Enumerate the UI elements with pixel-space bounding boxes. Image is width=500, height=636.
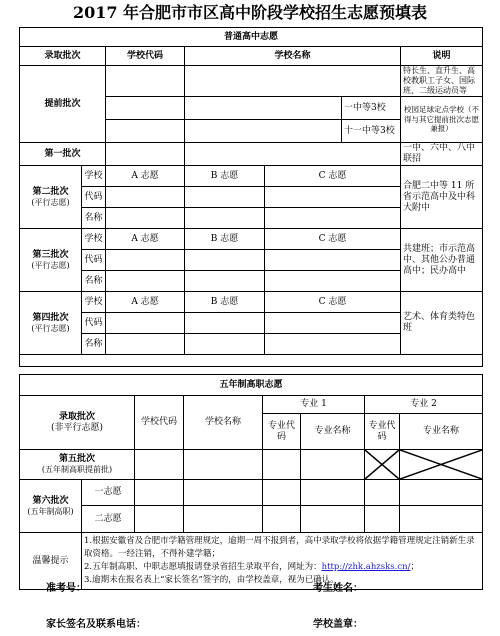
fourth-batch-cell	[20, 292, 82, 355]
hint-content	[82, 533, 483, 590]
wish-c-label: C 志愿	[265, 292, 401, 313]
voc-batch-label: 录取批次	[58, 411, 95, 422]
sixth-wish2-label: 二志愿	[82, 506, 135, 533]
fourth-batch-sub: (平行志愿)	[31, 323, 70, 333]
header-note: 说明	[401, 47, 483, 66]
advance-sub-1: 一中等3校	[342, 97, 401, 120]
school-seal-label: 学校盖章：	[313, 619, 363, 630]
major1-name-header: 专业名称	[301, 414, 365, 450]
wish-b-label: B 志愿	[185, 229, 265, 250]
row-label-code: 代码	[82, 187, 106, 208]
spacer-row	[20, 355, 483, 367]
crossed-cell	[400, 450, 483, 480]
parent-signature-label: 家长签名及联系电话：	[46, 619, 146, 630]
platform-link[interactable]: http://zhk.ahzsks.cn/	[321, 562, 411, 572]
fourth-batch-label: 第四批次	[32, 312, 69, 323]
sixth-wish1-label: 一志愿	[82, 480, 135, 506]
sixth-w1-m1name[interactable]	[301, 480, 365, 506]
second-c-name[interactable]	[265, 208, 401, 229]
fifth-major1-code[interactable]	[263, 450, 301, 480]
third-a-code[interactable]	[106, 250, 185, 271]
advance-code-3[interactable]	[106, 120, 185, 143]
advance-code-2[interactable]	[106, 97, 185, 120]
major1-header: 专业 1	[263, 396, 365, 414]
hint-line-1: 1.根据安徽省及合肥市学籍管理规定，逾期一周不报到者，高中录取学校将依据学籍管理规定注销新生录取资格。一经注销，不得补建学籍；	[84, 536, 475, 559]
sixth-w2-name[interactable]	[184, 506, 263, 533]
sixth-w2-m1code[interactable]	[263, 506, 301, 533]
row-label-name: 名称	[82, 208, 106, 229]
wish-a-label: A 志愿	[106, 229, 185, 250]
wish-c-label: C 志愿	[265, 166, 401, 187]
voc-school-code-header: 学校代码	[135, 396, 184, 450]
header-school-code: 学校代码	[106, 47, 185, 66]
voc-batch-sub: (非平行志愿)	[50, 422, 104, 433]
fourth-a-name[interactable]	[106, 334, 185, 355]
fourth-c-code[interactable]	[265, 313, 401, 334]
fifth-school-name[interactable]	[184, 450, 263, 480]
football-school-note: 校园足球定点学校（不得与其它提前批次志愿兼报）	[401, 97, 483, 143]
second-a-code[interactable]	[106, 187, 185, 208]
row-label-school: 学校	[82, 229, 106, 250]
fifth-batch-label: 第五批次	[58, 454, 95, 464]
section-heading-vocational: 五年制高职志愿	[20, 375, 483, 396]
first-code[interactable]	[106, 143, 185, 166]
major2-name-header: 专业名称	[400, 414, 483, 450]
row-label-school: 学校	[82, 292, 106, 313]
header-batch: 录取批次	[20, 47, 106, 66]
sixth-w2-m2name[interactable]	[400, 506, 483, 533]
first-batch-label: 第一批次	[20, 143, 106, 166]
sixth-w1-m2name[interactable]	[400, 480, 483, 506]
third-batch-cell	[20, 229, 82, 292]
sixth-batch-label: 第六批次	[32, 495, 69, 506]
section-heading-general: 普通高中志愿	[20, 28, 483, 47]
fourth-b-code[interactable]	[185, 313, 265, 334]
fourth-c-name[interactable]	[265, 334, 401, 355]
advance-name-2[interactable]	[185, 97, 342, 120]
second-b-code[interactable]	[185, 187, 265, 208]
wish-b-label: B 志愿	[185, 292, 265, 313]
row-label-school: 学校	[82, 166, 106, 187]
hint-line-2-prefix: 2.五年制高职、中职志愿填报请登录省招生录取平台，网址为：	[84, 562, 322, 572]
second-b-name[interactable]	[185, 208, 265, 229]
major2-code-header: 专业代码	[365, 414, 400, 450]
second-c-code[interactable]	[265, 187, 401, 208]
third-c-code[interactable]	[265, 250, 401, 271]
fourth-b-name[interactable]	[185, 334, 265, 355]
third-c-name[interactable]	[265, 271, 401, 292]
advance-name-3[interactable]	[185, 120, 342, 143]
sixth-w1-m2code[interactable]	[365, 480, 400, 506]
sixth-batch-sub: (五年制高职)	[27, 506, 74, 516]
second-batch-note: 合肥二中等 11 所省示范高中及中科大附中	[401, 166, 483, 229]
row-label-code: 代码	[82, 313, 106, 334]
wish-a-label: A 志愿	[106, 292, 185, 313]
fourth-batch-note: 艺术、体育类特色班	[401, 292, 483, 355]
page-title: 2017 年合肥市市区高中阶段学校招生志愿预填表	[72, 3, 428, 22]
second-a-name[interactable]	[106, 208, 185, 229]
sixth-w1-code[interactable]	[135, 480, 184, 506]
second-batch-label: 第二批次	[32, 186, 69, 197]
second-batch-sub: (平行志愿)	[31, 197, 70, 207]
hint-line-2	[84, 561, 480, 574]
sixth-batch-cell	[20, 480, 82, 533]
fifth-batch-sub: (五年制高职提前批)	[41, 465, 113, 474]
sixth-w2-m2code[interactable]	[365, 506, 400, 533]
voc-school-name-header: 学校名称	[184, 396, 263, 450]
hint-label: 温馨提示	[20, 533, 82, 590]
header-school-name: 学校名称	[185, 47, 401, 66]
advance-code-1[interactable]	[106, 66, 185, 97]
sixth-w2-m1name[interactable]	[301, 506, 365, 533]
first-batch-note: 一中、六中、八中联招	[401, 143, 483, 166]
general-highschool-table	[19, 27, 483, 367]
student-name-label: 考生姓名：	[313, 583, 363, 594]
third-b-name[interactable]	[185, 271, 265, 292]
first-name[interactable]	[185, 143, 401, 166]
major1-code-header: 专业代码	[263, 414, 301, 450]
second-batch-cell	[20, 166, 82, 229]
row-label-name: 名称	[82, 271, 106, 292]
wish-c-label: C 志愿	[265, 229, 401, 250]
fifth-school-code[interactable]	[135, 450, 184, 480]
row-label-name: 名称	[82, 334, 106, 355]
vocational-table	[19, 374, 483, 590]
fifth-batch-cell	[20, 450, 135, 480]
advance-note: 特长生、直升生、高校教职工子女、国际班、二级运动员等	[401, 66, 483, 97]
third-batch-note: 共建班；市示范高中、其他公办普通高中；民办高中	[401, 229, 483, 292]
advance-sub-2: 十一中等3校	[342, 120, 401, 143]
crossed-cell	[365, 450, 400, 480]
wish-a-label: A 志愿	[106, 166, 185, 187]
third-batch-sub: (平行志愿)	[31, 260, 70, 270]
voc-batch-cell	[20, 396, 135, 450]
fifth-major1-name[interactable]	[301, 450, 365, 480]
third-batch-label: 第三批次	[32, 249, 69, 260]
third-a-name[interactable]	[106, 271, 185, 292]
sixth-w2-code[interactable]	[135, 506, 184, 533]
exam-number-label: 准考号：	[46, 583, 86, 594]
advance-batch-label: 提前批次	[20, 66, 106, 143]
fourth-a-code[interactable]	[106, 313, 185, 334]
row-label-code: 代码	[82, 250, 106, 271]
sixth-w1-name[interactable]	[184, 480, 263, 506]
advance-name-1[interactable]	[185, 66, 401, 97]
sixth-w1-m1code[interactable]	[263, 480, 301, 506]
third-b-code[interactable]	[185, 250, 265, 271]
major2-header: 专业 2	[365, 396, 483, 414]
hint-line-3: 3.逾期未在报名表上“家长签名”签字的，由学校盖章，视为已确认。	[84, 575, 339, 585]
hint-line-2-suffix: ；	[410, 562, 419, 572]
wish-b-label: B 志愿	[185, 166, 265, 187]
